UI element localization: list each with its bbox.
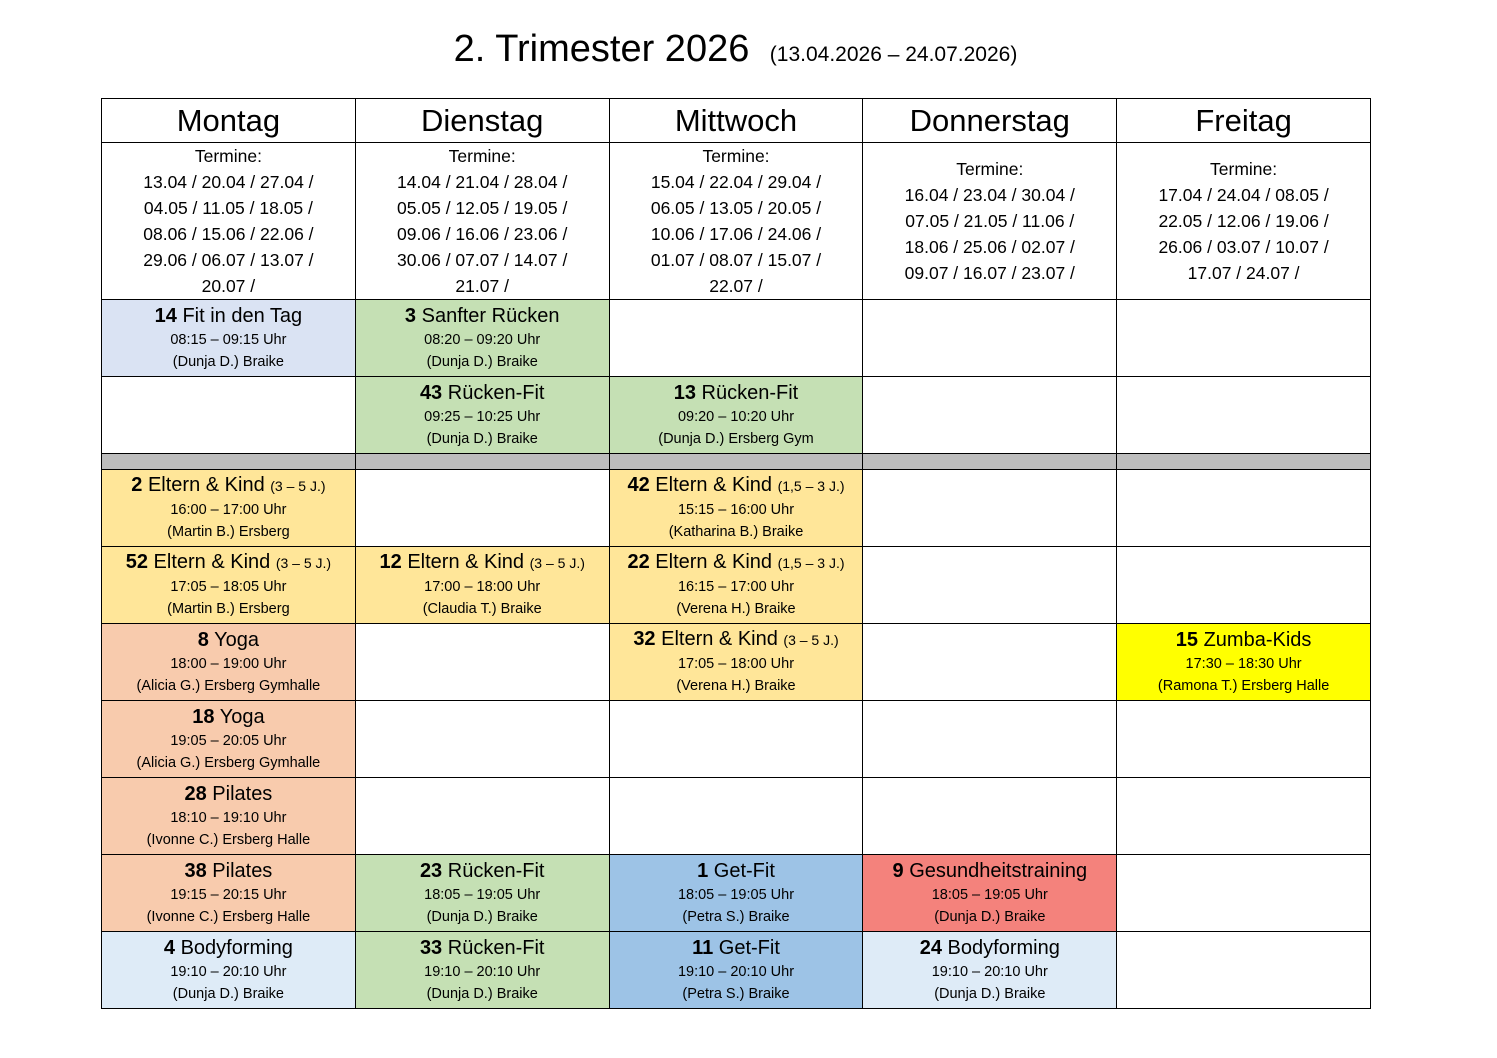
empty-cell xyxy=(1117,932,1371,1009)
course-instructor-location: (Dunja D.) Braike xyxy=(426,985,538,1002)
date-line: 20.07 / xyxy=(201,276,256,296)
course-cell xyxy=(355,547,609,624)
course-time: 18:05 – 19:05 Uhr xyxy=(424,886,541,903)
course-time: 16:15 – 17:00 Uhr xyxy=(677,579,795,595)
date-line: 07.05 / 21.05 / 11.06 / xyxy=(905,211,1075,231)
day-header-friday: Freitag xyxy=(1117,99,1371,143)
course-name: Rücken-Fit xyxy=(701,381,799,404)
dates-cell-monday xyxy=(102,143,356,300)
course-title xyxy=(610,473,863,499)
course-title xyxy=(102,859,355,884)
course-name: Eltern & Kind xyxy=(661,628,778,650)
course-number: 1 xyxy=(697,859,709,882)
course-cell xyxy=(102,300,356,377)
time-slot-row xyxy=(102,470,1371,547)
course-name: Rücken-Fit xyxy=(447,381,545,404)
course-number: 9 xyxy=(892,859,904,882)
course-name: Zumba-Kids xyxy=(1203,628,1312,651)
course-time: 18:10 – 19:10 Uhr xyxy=(170,809,287,826)
course-time: 08:15 – 09:15 Uhr xyxy=(170,331,287,348)
empty-cell xyxy=(355,701,609,778)
course-title xyxy=(102,473,355,499)
course-number: 33 xyxy=(419,936,443,959)
course-cell xyxy=(102,624,356,701)
date-line: 06.05 / 13.05 / 20.05 / xyxy=(650,198,822,218)
dates-label: Termine: xyxy=(956,159,1024,179)
course-title xyxy=(356,381,609,406)
course-instructor-location: (Alicia G.) Ersberg Gymhalle xyxy=(136,754,321,771)
course-cell xyxy=(355,932,609,1009)
course-time: 19:10 – 20:10 Uhr xyxy=(677,963,795,980)
course-cell xyxy=(102,932,356,1009)
separator-cell xyxy=(355,454,609,470)
course-cell xyxy=(102,701,356,778)
course-cell xyxy=(609,470,863,547)
course-cell xyxy=(609,932,863,1009)
empty-cell xyxy=(1117,377,1371,454)
trimester-title: 2. Trimester 2026 xyxy=(453,28,750,70)
empty-cell xyxy=(863,624,1117,701)
course-instructor-location: (Petra S.) Braike xyxy=(682,985,790,1002)
course-instructor-location: (Dunja D.) Braike xyxy=(172,353,284,370)
course-name: Rücken-Fit xyxy=(447,936,545,959)
course-time: 08:20 – 09:20 Uhr xyxy=(424,331,541,348)
empty-cell xyxy=(355,470,609,547)
course-cell xyxy=(609,377,863,454)
empty-cell xyxy=(863,778,1117,855)
date-line: 14.04 / 21.04 / 28.04 / xyxy=(397,172,568,192)
course-number: 24 xyxy=(919,936,942,959)
course-title xyxy=(102,628,355,653)
date-line: 13.04 / 20.04 / 27.04 / xyxy=(143,172,314,192)
course-title xyxy=(356,859,609,884)
course-title xyxy=(102,550,355,576)
empty-cell xyxy=(863,377,1117,454)
date-line: 18.06 / 25.06 / 02.07 / xyxy=(904,237,1075,257)
course-cell xyxy=(609,855,863,932)
day-header-wednesday: Mittwoch xyxy=(609,99,863,143)
course-number: 3 xyxy=(404,304,417,327)
course-number: 18 xyxy=(192,705,215,728)
course-cell xyxy=(102,470,356,547)
empty-cell xyxy=(1117,701,1371,778)
course-title xyxy=(610,859,863,884)
course-title xyxy=(610,550,863,576)
course-title xyxy=(610,381,863,406)
course-cell xyxy=(609,547,863,624)
dates-cell-friday xyxy=(1117,143,1371,300)
page-title xyxy=(0,28,1471,71)
course-time: 15:15 – 16:00 Uhr xyxy=(677,502,795,518)
course-number: 14 xyxy=(154,304,177,327)
course-instructor-location: (Ivonne C.) Ersberg Halle xyxy=(146,831,311,848)
course-time: 17:05 – 18:00 Uhr xyxy=(677,656,795,672)
course-instructor-location: (Dunja D.) Braike xyxy=(426,908,538,925)
course-title xyxy=(610,627,863,653)
empty-cell xyxy=(609,701,863,778)
course-instructor-location: (Dunja D.) Braike xyxy=(934,908,1046,925)
course-instructor-location: (Dunja D.) Braike xyxy=(426,353,538,370)
course-number: 13 xyxy=(673,381,696,404)
course-age-range: (3 – 5 J.) xyxy=(529,555,585,571)
course-cell xyxy=(355,300,609,377)
course-name: Sanfter Rücken xyxy=(421,304,560,327)
empty-cell xyxy=(102,377,356,454)
separator-cell xyxy=(1117,454,1371,470)
course-cell xyxy=(102,855,356,932)
date-line: 10.06 / 17.06 / 24.06 / xyxy=(650,224,822,244)
course-time: 17:00 – 18:00 Uhr xyxy=(424,579,541,595)
course-title xyxy=(102,936,355,961)
dates-row xyxy=(102,143,1371,300)
course-name: Eltern & Kind xyxy=(407,551,525,573)
empty-cell xyxy=(355,624,609,701)
course-time: 18:05 – 19:05 Uhr xyxy=(931,886,1048,903)
course-time: 16:00 – 17:00 Uhr xyxy=(170,502,287,518)
empty-cell xyxy=(1117,855,1371,932)
date-line: 04.05 / 11.05 / 18.05 / xyxy=(143,198,313,218)
course-instructor-location: (Claudia T.) Braike xyxy=(422,601,542,617)
day-header-tuesday: Dienstag xyxy=(355,99,609,143)
date-line: 05.05 / 12.05 / 19.05 / xyxy=(397,198,568,218)
course-name: Bodyforming xyxy=(180,936,293,959)
dates-cell-tuesday xyxy=(355,143,609,300)
course-instructor-location: (Verena H.) Braike xyxy=(676,678,796,694)
empty-cell xyxy=(863,300,1117,377)
course-time: 17:30 – 18:30 Uhr xyxy=(1185,655,1302,672)
date-line: 09.07 / 16.07 / 23.07 / xyxy=(904,263,1075,283)
course-name: Pilates xyxy=(212,859,273,882)
date-line: 17.07 / 24.07 / xyxy=(1187,263,1300,283)
empty-cell xyxy=(1117,300,1371,377)
time-slot-row xyxy=(102,855,1371,932)
schedule-table xyxy=(101,98,1371,1009)
course-number: 2 xyxy=(131,474,143,496)
time-slot-row xyxy=(102,778,1371,855)
course-time: 19:10 – 20:10 Uhr xyxy=(424,963,541,980)
course-number: 43 xyxy=(419,381,443,404)
empty-cell xyxy=(609,300,863,377)
empty-cell xyxy=(1117,547,1371,624)
course-instructor-location: (Martin B.) Ersberg xyxy=(167,601,290,617)
date-line: 21.07 / xyxy=(455,276,509,296)
course-number: 12 xyxy=(379,551,402,573)
date-line: 30.06 / 07.07 / 14.07 / xyxy=(397,250,568,270)
course-time: 17:05 – 18:05 Uhr xyxy=(170,579,287,595)
course-number: 11 xyxy=(692,936,714,959)
course-title xyxy=(1117,628,1370,653)
course-name: Bodyforming xyxy=(947,936,1060,959)
course-title xyxy=(863,936,1116,961)
course-name: Pilates xyxy=(212,782,273,805)
trimester-date-range: (13.04.2026 – 24.07.2026) xyxy=(769,43,1018,66)
course-name: Yoga xyxy=(214,628,259,651)
course-age-range: (3 – 5 J.) xyxy=(275,555,332,571)
course-title xyxy=(356,550,609,576)
date-line: 22.07 / xyxy=(709,276,763,296)
course-instructor-location: (Katharina B.) Braike xyxy=(668,524,804,540)
empty-cell xyxy=(863,701,1117,778)
dates-label: Termine: xyxy=(448,146,516,166)
course-instructor-location: (Ivonne C.) Ersberg Halle xyxy=(146,908,311,925)
course-instructor-location: (Martin B.) Ersberg xyxy=(167,524,290,540)
course-title xyxy=(102,304,355,329)
course-number: 38 xyxy=(184,859,207,882)
course-time: 19:15 – 20:15 Uhr xyxy=(170,886,287,903)
course-number: 22 xyxy=(627,551,650,573)
course-time: 19:10 – 20:10 Uhr xyxy=(931,963,1048,980)
course-time: 09:20 – 10:20 Uhr xyxy=(677,408,795,425)
course-number: 15 xyxy=(1175,628,1199,651)
separator-cell xyxy=(102,454,356,470)
empty-cell xyxy=(1117,778,1371,855)
course-cell xyxy=(1117,624,1371,701)
course-name: Fit in den Tag xyxy=(182,304,303,327)
course-number: 42 xyxy=(627,474,650,496)
date-line: 16.04 / 23.04 / 30.04 / xyxy=(904,185,1075,205)
course-name: Eltern & Kind xyxy=(655,474,773,496)
course-title xyxy=(863,859,1116,884)
course-cell xyxy=(355,855,609,932)
time-slot-row xyxy=(102,624,1371,701)
course-title xyxy=(102,705,355,730)
dates-label: Termine: xyxy=(194,146,262,166)
course-instructor-location: (Petra S.) Braike xyxy=(682,908,790,925)
empty-cell xyxy=(863,470,1117,547)
course-cell xyxy=(863,855,1117,932)
course-instructor-location: (Dunja D.) Braike xyxy=(934,985,1046,1002)
time-slot-row xyxy=(102,701,1371,778)
separator-row xyxy=(102,454,1371,470)
course-title xyxy=(610,936,863,961)
time-slot-row xyxy=(102,932,1371,1009)
time-slot-row xyxy=(102,300,1371,377)
course-number: 23 xyxy=(419,859,443,882)
course-name: Rücken-Fit xyxy=(447,859,545,882)
course-instructor-location: (Dunja D.) Ersberg Gym xyxy=(658,430,814,447)
dates-cell-thursday xyxy=(863,143,1117,300)
date-line: 22.05 / 12.06 / 19.06 / xyxy=(1158,211,1329,231)
separator-cell xyxy=(609,454,863,470)
course-time: 09:25 – 10:25 Uhr xyxy=(424,408,541,425)
empty-cell xyxy=(609,778,863,855)
course-age-range: (1,5 – 3 J.) xyxy=(777,555,845,571)
course-cell xyxy=(102,778,356,855)
course-time: 19:05 – 20:05 Uhr xyxy=(170,732,287,749)
course-name: Eltern & Kind xyxy=(153,551,271,573)
course-time: 19:10 – 20:10 Uhr xyxy=(170,963,287,980)
course-title xyxy=(356,936,609,961)
empty-cell xyxy=(863,547,1117,624)
course-instructor-location: (Alicia G.) Ersberg Gymhalle xyxy=(136,677,321,694)
time-slot-row xyxy=(102,377,1371,454)
course-number: 4 xyxy=(163,936,176,959)
dates-label: Termine: xyxy=(702,146,770,166)
course-name: Get-Fit xyxy=(713,859,775,882)
course-cell xyxy=(355,377,609,454)
empty-cell xyxy=(355,778,609,855)
empty-cell xyxy=(1117,470,1371,547)
weekday-header-row xyxy=(102,99,1371,143)
course-cell xyxy=(863,932,1117,1009)
course-cell xyxy=(609,624,863,701)
dates-cell-wednesday xyxy=(609,143,863,300)
date-line: 15.04 / 22.04 / 29.04 / xyxy=(650,172,822,192)
course-name: Eltern & Kind xyxy=(147,474,265,496)
date-line: 09.06 / 16.06 / 23.06 / xyxy=(397,224,568,244)
date-line: 01.07 / 08.07 / 15.07 / xyxy=(650,250,822,270)
date-line: 29.06 / 06.07 / 13.07 / xyxy=(143,250,314,270)
day-header-thursday: Donnerstag xyxy=(863,99,1117,143)
course-cell xyxy=(102,547,356,624)
course-name: Eltern & Kind xyxy=(655,551,773,573)
course-time: 18:05 – 19:05 Uhr xyxy=(677,886,795,903)
course-time: 18:00 – 19:00 Uhr xyxy=(170,655,287,672)
course-number: 28 xyxy=(184,782,207,805)
course-name: Gesundheitstraining xyxy=(909,859,1088,882)
time-slot-row xyxy=(102,547,1371,624)
course-number: 52 xyxy=(125,551,148,573)
course-name: Get-Fit xyxy=(718,936,780,959)
course-number: 8 xyxy=(197,628,209,651)
course-instructor-location: (Dunja D.) Braike xyxy=(426,430,538,447)
course-title xyxy=(102,782,355,807)
course-age-range: (3 – 5 J.) xyxy=(783,632,839,648)
date-line: 26.06 / 03.07 / 10.07 / xyxy=(1158,237,1329,257)
date-line: 08.06 / 15.06 / 22.06 / xyxy=(143,224,314,244)
course-instructor-location: (Verena H.) Braike xyxy=(676,601,796,617)
day-header-monday: Montag xyxy=(102,99,356,143)
course-age-range: (3 – 5 J.) xyxy=(270,478,326,494)
separator-cell xyxy=(863,454,1117,470)
course-instructor-location: (Ramona T.) Ersberg Halle xyxy=(1157,677,1330,694)
course-title xyxy=(356,304,609,329)
course-age-range: (1,5 – 3 J.) xyxy=(777,478,845,494)
dates-label: Termine: xyxy=(1210,159,1278,179)
course-instructor-location: (Dunja D.) Braike xyxy=(172,985,284,1002)
course-number: 32 xyxy=(633,628,656,650)
date-line: 17.04 / 24.04 / 08.05 / xyxy=(1158,185,1329,205)
course-name: Yoga xyxy=(219,705,265,728)
